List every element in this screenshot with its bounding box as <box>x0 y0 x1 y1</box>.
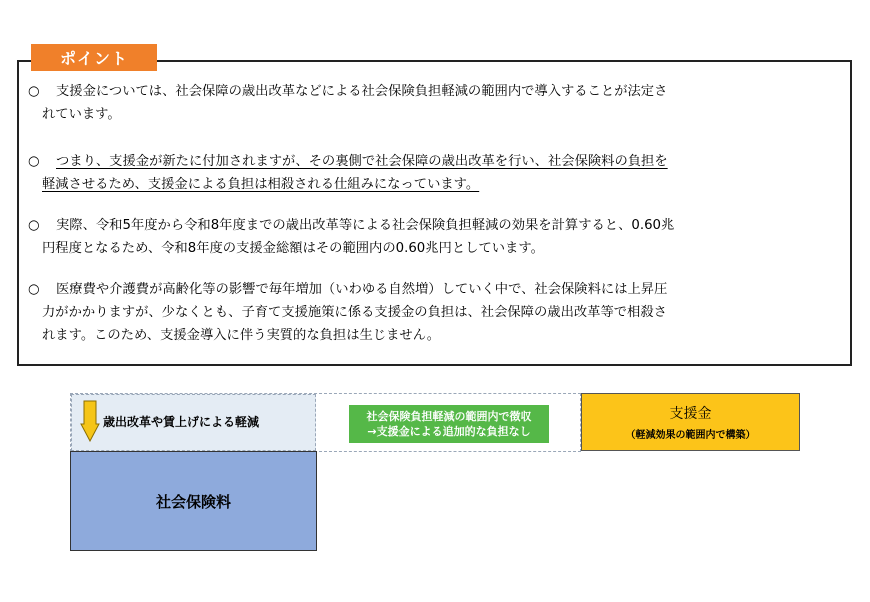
support-fund-subtitle: （軽減効果の範囲内で構築） <box>625 430 756 441</box>
bullet-4 <box>28 278 840 347</box>
bullet-2-line-2: 軽減させるため、支援金による負担は相殺される仕組みになっています。 <box>42 177 480 192</box>
bullet-2 <box>28 150 840 196</box>
bullet-3 <box>28 214 840 260</box>
bullet-4-line-3: れます。このため、支援金導入に伴う実質的な負担は生じません。 <box>42 328 441 343</box>
bullet-4-line-1: 医療費や介護費が高齢化等の影響で毎年増加（いわゆる自然増）していく中で、社会保険料には上昇圧 <box>56 282 668 297</box>
green-box-line-1: 社会保険負担軽減の範囲内で徴収 <box>366 410 532 423</box>
bullet-1-line-1: 支援金については、社会保障の歳出改革などによる社会保険負担軽減の範囲内で導入することが法定さ <box>56 84 668 99</box>
bullet-mark: ○ <box>28 84 40 99</box>
down-arrow-icon <box>80 400 100 442</box>
bullet-1 <box>28 80 840 126</box>
bullet-3-line-1: 実際、令和5年度から令和8年度までの歳出改革等による社会保険負担軽減の効果を計算すると、0.60兆 <box>56 218 675 233</box>
bullet-1-line-2: れています。 <box>42 107 121 122</box>
bullet-mark: ○ <box>28 282 40 297</box>
no-additional-burden-box <box>349 405 549 443</box>
bullet-3-line-2: 円程度となるため、令和8年度の支援金総額はその範囲内の0.60兆円としています。 <box>42 241 544 256</box>
bullet-4-line-2: 力がかかりますが、少なくとも、子育て支援施策に係る支援金の負担は、社会保障の歳出改革等で相殺さ <box>42 305 667 320</box>
reduction-label: 歳出改革や賃上げによる軽減 <box>103 415 260 429</box>
insurance-premium-box: 社会保険料 <box>70 451 317 551</box>
point-tag: ポイント <box>31 44 157 71</box>
support-fund-box <box>581 393 800 451</box>
green-box-line-2: →支援金による追加的な負担なし <box>367 425 531 438</box>
support-fund-title: 支援金 <box>669 406 712 422</box>
bullet-2-line-1: つまり、支援金が新たに付加されますが、その裏側で社会保障の歳出改革を行い、社会保険料の負担を <box>56 154 668 169</box>
bullet-mark: ○ <box>28 154 40 169</box>
bullet-mark: ○ <box>28 218 40 233</box>
